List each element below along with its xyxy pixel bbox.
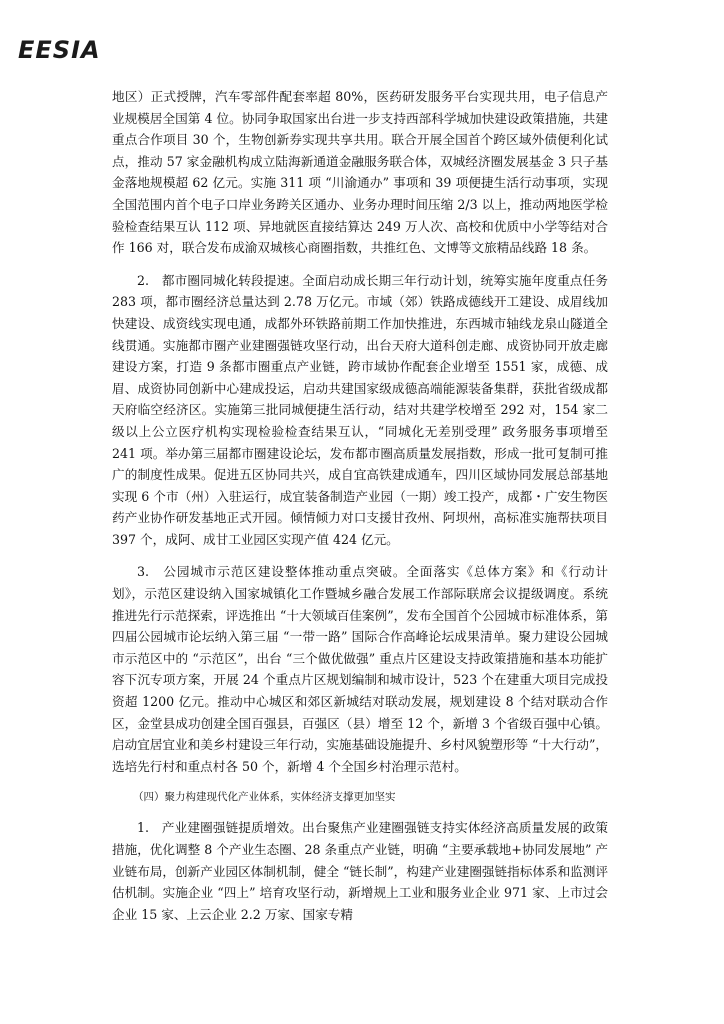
paragraph-park-city-demo-zone: 3. 公园城市示范区建设整体推动重点突破。全面落实《总体方案》和《行动计划》，示范区建设纳入国家城镇化工作暨城乡融合发展工作部际联席会议提级调度。系统推进先行示范探索，评选推出 “十大领域百佳案例”，发布全国首个公园城市标准体系，第四届公园城市论坛纳入第三届 “一带一路” 国际合作高峰论坛成果清单。聚力建设公园城市示范区中的 “示范区”，出台 “三个做优做强” 重点片区建设支持政策措施和基本功能扩容下沉专项方案，开展 24 个重点片区规划编制和城市设计，523 个在建重大项目完成投资超 1200 亿元。推动中心城区和郊区新城结对联动发展，规划建设 8 个结对联动合作区，金堂县成功创建全国百强县，百强区（县）增至 12 个，新增 3 个省级百强中心镇。启动宜居宜业和美乡村建设三年行动，实施基础设施提升、乡村风貌塑形等 “十大行动”，选培先行村和重点村各 50 个，新增 4 个全国乡村治理示范村。 xyxy=(112,564,608,774)
paragraph-continued: 地区）正式授牌，汽车零部件配套率超 80%，医药研发服务平台实现共用，电子信息产业规模居全国第 4 位。协同争取国家出台进一步支持西部科学城加快建设政策措施，共建重点合作项目 30 个，生物创新券实现共享共用。联合开展全国首个跨区域外债便利化试点，推动 57 家金融机构成立陆海新通道金融服务联合体，双城经济圈发展基金 3 只子基金落地规模超 62 亿元。实施 311 项 “川渝通办” 事项和 39 项便捷生活行动事项，实现全国范围内首个电子口岸业务跨关区通办、业务办理时间压缩 2/3 以上，推动两地医学检验检查结果互认 112 项、异地就医直接结算达 249 万人次、高校和优质中小学等结对合作 166 对，联合发布成渝双城核心商圈指数，共推红色、文博等文旅精品线路 18 条。 xyxy=(112,89,608,256)
document-body xyxy=(112,86,608,925)
paragraph-metropolitan-integration: 2. 都市圈同城化转段提速。全面启动成长期三年行动计划，统筹实施年度重点任务 283 项，都市圈经济总量达到 2.78 万亿元。市域（郊）铁路成德线开工建设、成眉线加快建设、成资线实现电通，成都外环铁路前期工作加快推进，东西城市轴线龙泉山隧道全线贯通。实施都市圈产业建圈强链攻坚行动，出台天府大道科创走廊、成资协同开放走廊建设方案，打造 9 条都市圈重点产业链，跨市域协作配套企业增至 1551 家，成德、成眉、成资协同创新中心建成投运，启动共建国家级成德高端能源装备集群，获批省级成都天府临空经济区。实施第三批同城便捷生活行动，结对共建学校增至 292 对，154 家二级以上公立医疗机构实现检验检查结果互认，“同城化无差别受理” 政务服务事项增至 241 项。举办第三届都市圈建设论坛，发布都市圈高质量发展指数，形成一批可复制可推广的制度性成果。促进五区协同共兴，成自宜高铁建成通车，四川区域协同发展总部基地实现 6 个市（州）入驻运行，成宜装备制造产业园（一期）竣工投产，成都・广安生物医药产业协作研发基地正式开园。倾情倾力对口支援甘孜州、阿坝州，高标准实施帮扶项目 397 个，成阿、成甘工业园区实现产值 424 亿元。 xyxy=(112,272,608,547)
brand-logo: EESIA xyxy=(18,36,101,64)
section-heading: （四）聚力构建现代化产业体系，实体经济支撑更加坚实 xyxy=(133,791,396,804)
paragraph-industry-chain: 1. 产业建圈强链提质增效。出台聚焦产业建圈强链支持实体经济高质量发展的政策措施，优化调整 8 个产业生态圈、28 条重点产业链，明确 “主要承载地+协同发展地” 产业链布局，创新产业园区体制机制，健全 “链长制”，构建产业建圈强链指标体系和监测评估机制。实施企业 “四上” 培育攻坚行动，新增规上工业和服务业企业 971 家、上市过会企业 15 家、上云企业 2.2 万家、国家专精 xyxy=(112,820,608,922)
